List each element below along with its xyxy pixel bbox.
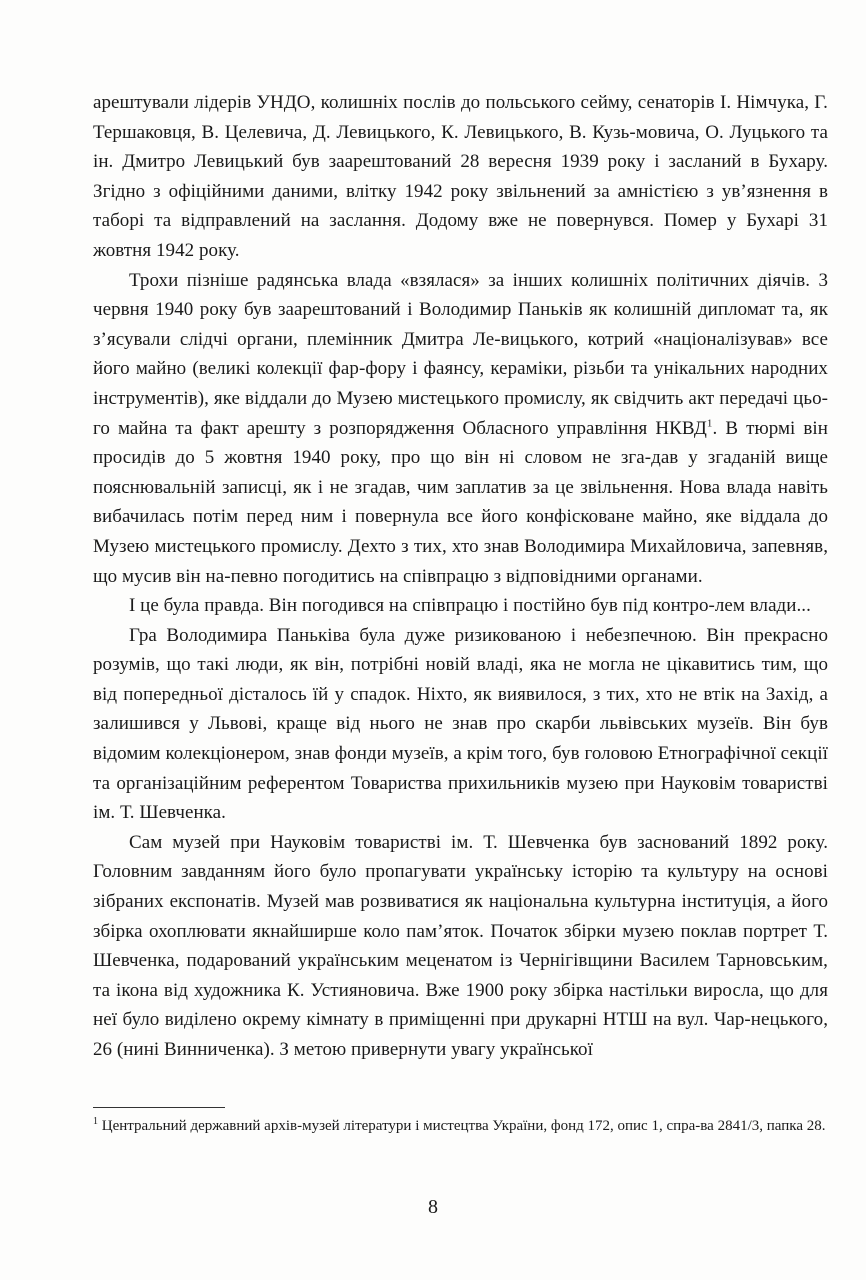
paragraph-2-part-2: . В тюрмі він просидів до 5 жовтня 1940 року, про що він ні словом не зга-дав у згаданій вище пояснювальній записці, як і не згадав, чим заплатив за це звільнення. Нова влада навіть вибачилась потім перед ним і повернула все його конфісковане майно, яке віддала до Музею мистецького промислу. Дехто з тих, хто знав Володимира Михайловича, запевняв, що мусив він на-певно погодитись на співпрацю з відповідними органами. — [93, 417, 828, 587]
page-number: 8 — [428, 1196, 438, 1218]
paragraph-2-part-1: Трохи пізніше радянська влада «взялася» за інших колишніх політичних діячів. 3 червня 1940 року був заарештований і Володимир Паньків як колишній дипломат та, як з’ясували слідчі органи, племінник Дмитра Ле-вицького, котрий «націоналізував» все його майно (великі колекції фар-фору і фаянсу, кераміки, різьби та унікальних народних інструментів), яке віддали до Музею мистецького промислу, як свідчить акт передачі цьо-го майна та факт арешту з розпорядження Обласного управління НКВД — [93, 269, 828, 439]
paragraph-3: І це була правда. Він погодився на співпрацю і постійно був під контро-лем влади... — [129, 595, 811, 617]
footnote-mark: 1 — [93, 1116, 98, 1127]
footnote-divider — [93, 1107, 225, 1108]
paragraph-1: арештували лідерів УНДО, колишніх послів до польського сейму, сенаторів І. Німчука, Г. Тершаковця, В. Целевича, Д. Левицького, К. Левицького, В. Кузь-мовича, О. Луцького та ін. Дмитро Левицький був заарештований 28 вересня 1939 року і засланий в Бухару. Згідно з офіційними даними, влітку 1942 року звільнений за амністією з ув’язнення в таборі та відправлений на заслання. Додому вже не повернувся. Помер у Бухарі 31 жовтня 1942 року. — [93, 92, 828, 261]
paragraph-4: Гра Володимира Паньківа була дуже ризикованою і небезпечною. Він прекрасно розумів, що такі люди, як він, потрібні новій владі, яка не могла не цікавитись тим, що від попередньої дісталось їй у спадок. Ніхто, як виявилося, з тих, хто не втік на Захід, а залишився у Львові, краще від нього не знав про скарби львівських музеїв. Він був відомим колекціонером, знав фонди музеїв, а крім того, був головою Етнографічної секції та організаційним референтом Товариства прихильників музею при Науковім товаристві ім. Т. Шевченка. — [93, 624, 828, 824]
main-text — [93, 88, 828, 1065]
footnote — [93, 1116, 828, 1136]
footnote-reference-mark[interactable]: 1 — [706, 417, 713, 430]
footnote-text: Центральний державний архів-музей літератури і мистецтва України, фонд 172, опис 1, спра-ва 2841/3, папка 28. — [101, 1118, 826, 1134]
paragraph-5: Сам музей при Науковім товаристві ім. Т. Шевченка був заснований 1892 року. Головним завданням його було пропагувати українську історію та культуру на основі зібраних експонатів. Музей мав розвиватися як національна культурна інституція, а його збірка охоплювати якнайширше коло пам’яток. Початок збірки музею поклав портрет Т. Шевченка, подарований українським меценатом із Чернігівщини Василем Тарновським, та ікона від художника К. Устияновича. Вже 1900 року збірка настільки виросла, що для неї було виділено окрему кімнату в приміщенні при друкарні НТШ на вул. Чар-нецького, 26 (нині Винниченка). З метою привернути увагу української — [93, 831, 828, 1060]
paragraph-2 — [93, 266, 828, 592]
